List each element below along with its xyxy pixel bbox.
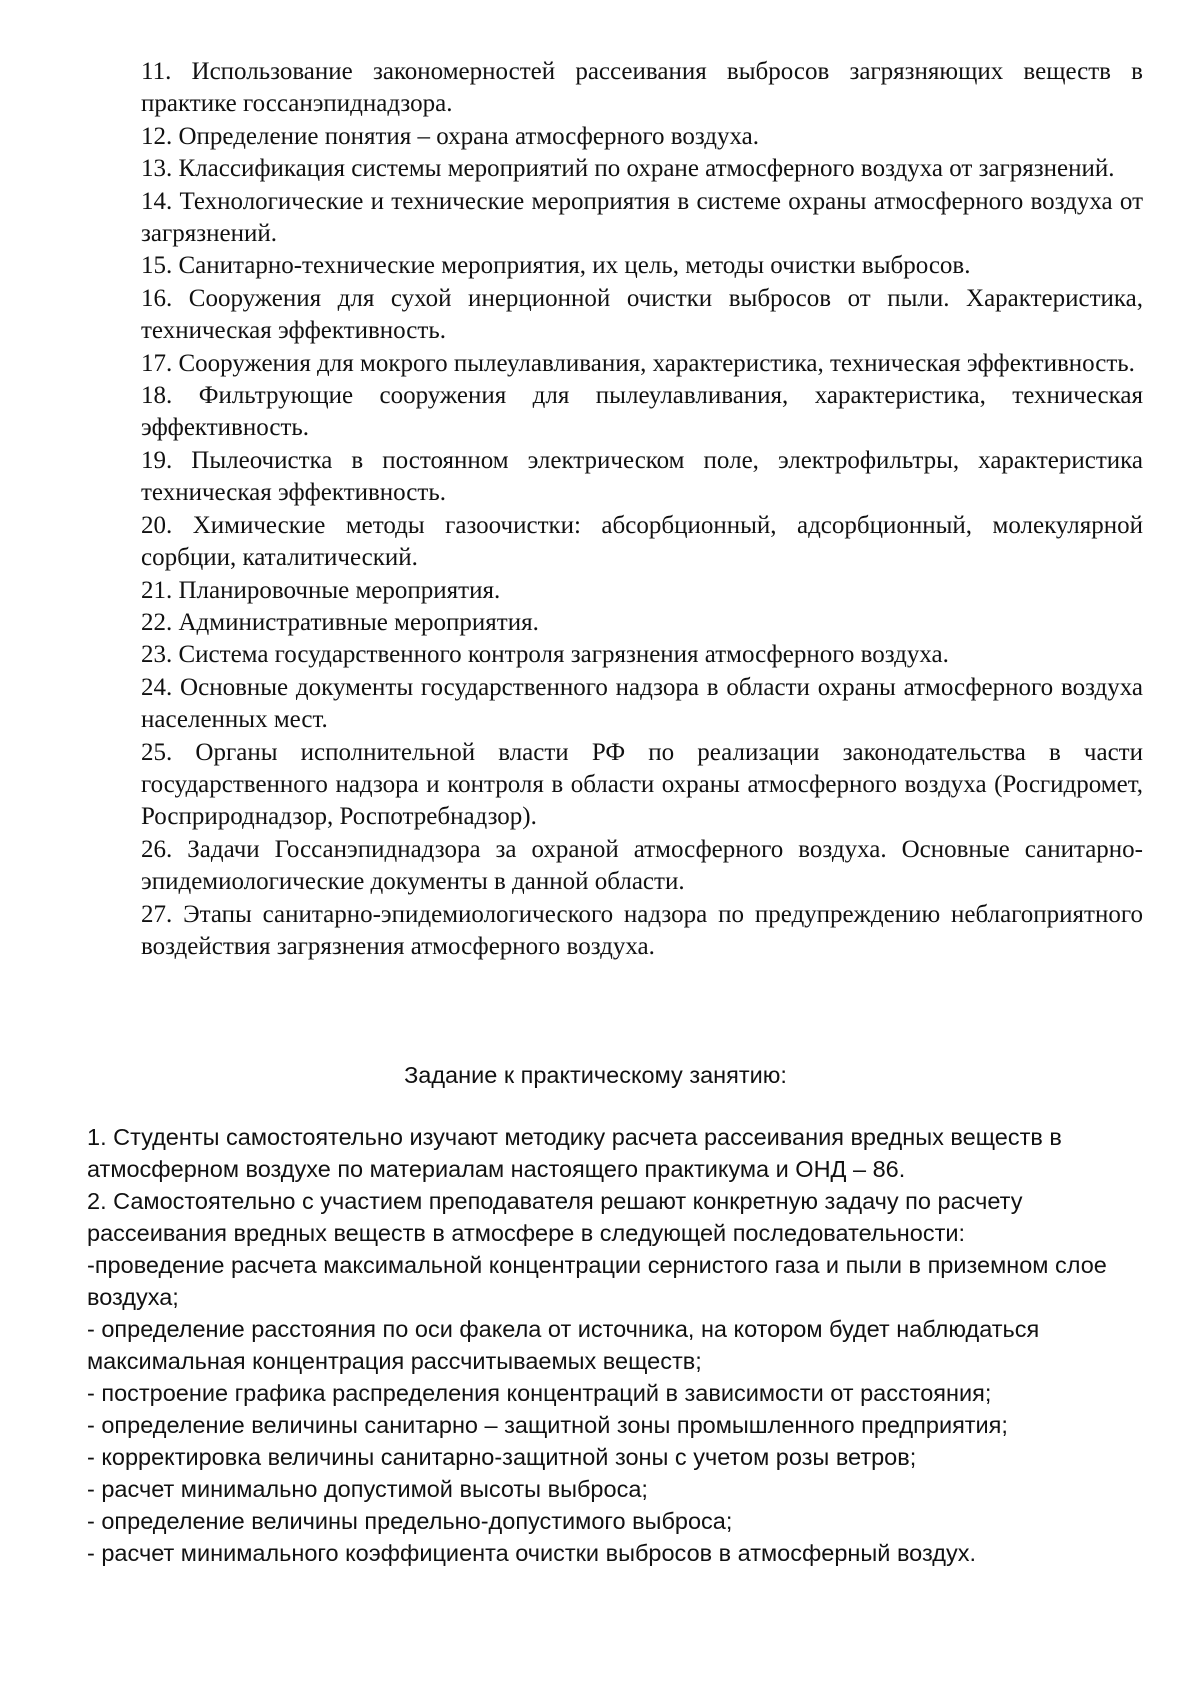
question-item: 12. Определение понятия – охрана атмосферного воздуха.	[141, 122, 760, 150]
question-item: 11. Использование закономерностей рассеивания выбросов загрязняющих веществ в практике госсанэпиднадзора.	[141, 58, 1143, 118]
question-item: 17. Сооружения для мокрого пылеулавливания, характеристика, техническая эффективность.	[141, 349, 1135, 377]
question-item: 26. Задачи Госсанэпиднадзора за охраной атмосферного воздуха. Основные санитарно-эпидемиологические документы в данной области.	[141, 835, 1143, 896]
task-item: - корректировка величины санитарно-защитной зоны с учетом розы ветров;	[87, 1444, 917, 1470]
task-item: - построение графика распределения концентраций в зависимости от расстояния;	[87, 1380, 992, 1406]
question-item: 21. Планировочные мероприятия.	[141, 576, 501, 604]
task-item: -проведение расчета максимальной концентрации сернистого газа и пыли в приземном слое воздуха;	[87, 1252, 1107, 1310]
question-item: 16. Сооружения для сухой инерционной очистки выбросов от пыли. Характеристика, техническая эффективность.	[141, 284, 1143, 345]
task-item: - определение величины предельно-допустимого выброса;	[87, 1508, 733, 1534]
question-item: 19. Пылеочистка в постоянном электрическом поле, электрофильтры, характеристика техническая эффективность.	[141, 446, 1143, 507]
question-item: 18. Фильтрующие сооружения для пылеулавливания, характеристика, техническая эффективность.	[141, 382, 1143, 442]
task-item: - расчет минимально допустимой высоты выброса;	[87, 1476, 648, 1502]
task-list	[87, 1121, 1147, 1569]
section-title: Задание к практическому занятию:	[404, 1062, 787, 1088]
task-item: - определение расстояния по оси факела от источника, на котором будет наблюдаться максимальная концентрация рассчитываемых веществ;	[87, 1316, 1040, 1374]
question-item: 25. Органы исполнительной власти РФ по реализации законодательства в части государственного надзора и контроля в области охраны атмосферного воздуха (Росгидромет, Росприроднадзор, Роспотребнадзор).	[141, 738, 1143, 831]
question-item: 22. Административные мероприятия.	[141, 608, 539, 636]
question-item: 27. Этапы санитарно-эпидемиологического надзора по предупреждению неблагоприятного воздействия загрязнения атмосферного воздуха.	[141, 900, 1143, 960]
task-item: - расчет минимального коэффициента очистки выбросов в атмосферный воздух.	[87, 1540, 976, 1566]
task-item: 2. Самостоятельно с участием преподавателя решают конкретную задачу по расчету рассеивания вредных веществ в атмосфере в следующей последовательности:	[87, 1188, 1023, 1246]
question-item: 15. Санитарно-технические мероприятия, их цель, методы очистки выбросов.	[141, 252, 971, 280]
question-item: 24. Основные документы государственного надзора в области охраны атмосферного воздуха населенных мест.	[141, 673, 1143, 734]
question-item: 13. Классификация системы мероприятий по охране атмосферного воздуха от загрязнений.	[141, 155, 1115, 183]
question-item: 14. Технологические и технические мероприятия в системе охраны атмосферного воздуха от загрязнений.	[141, 187, 1143, 248]
question-list	[141, 56, 1143, 963]
task-item: 1. Студенты самостоятельно изучают методику расчета рассеивания вредных веществ в атмосферном воздухе по материалам настоящего практикума и ОНД – 86.	[87, 1124, 1062, 1182]
question-item: 20. Химические методы газоочистки: абсорбционный, адсорбционный, молекулярной сорбции, каталитический.	[141, 511, 1143, 572]
question-item: 23. Система государственного контроля загрязнения атмосферного воздуха.	[141, 641, 949, 669]
task-item: - определение величины санитарно – защитной зоны промышленного предприятия;	[87, 1412, 1008, 1438]
